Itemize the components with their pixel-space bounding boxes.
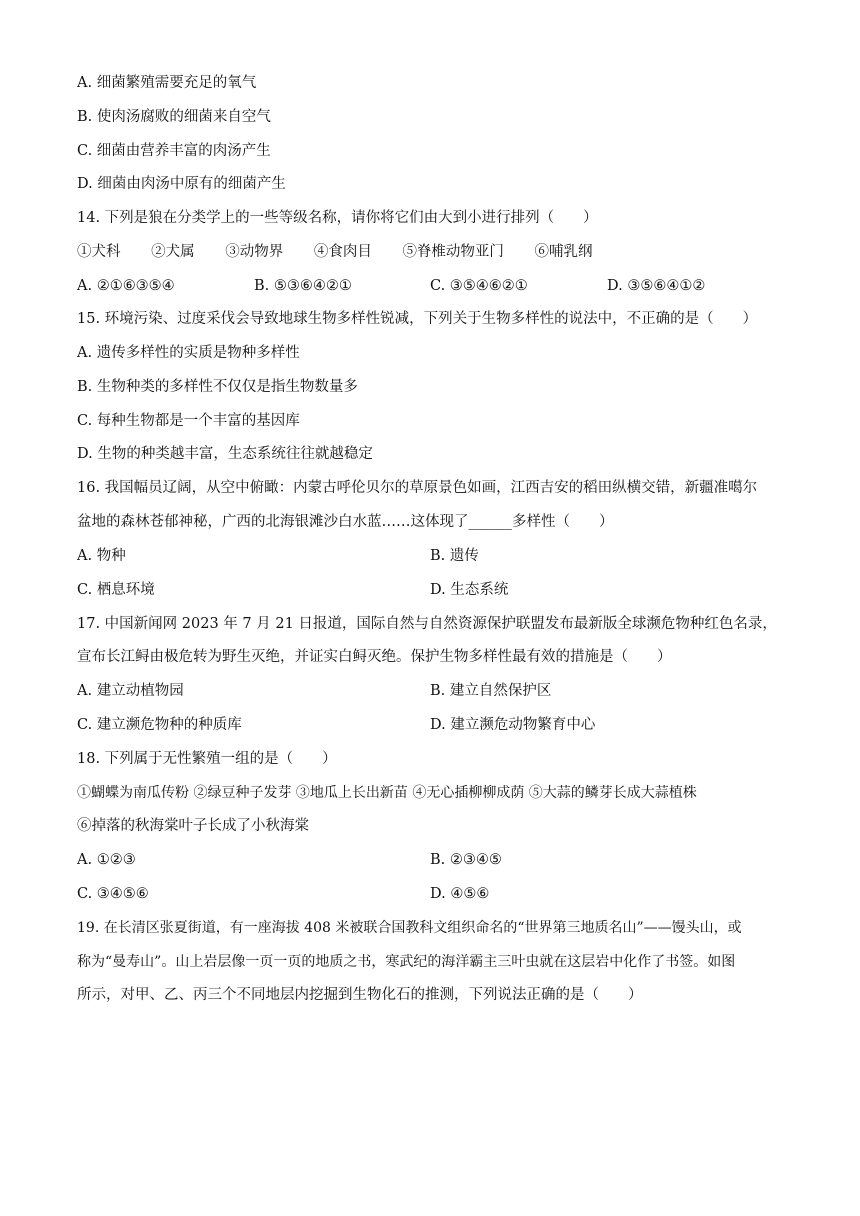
q17-option-a: A. 建立动植物园 <box>77 683 184 699</box>
q14-item: ④食肉目 <box>313 244 372 260</box>
q17-stem-line2: 宣布长江鲟由极危转为野生灭绝，并证实白鲟灭绝。保护生物多样性最有效的措施是（ ） <box>77 649 672 665</box>
q18-option-c: C. ③④⑤⑥ <box>77 886 149 902</box>
q19-stem-line3: 所示，对甲、乙、丙三个不同地层内挖掘到生物化石的推测，下列说法正确的是（ ） <box>77 987 643 1003</box>
q14-option-b: B. ⑤③⑥④②① <box>254 278 352 294</box>
q14-items <box>77 242 619 262</box>
q15-option-b: B. 生物种类的多样性不仅仅是指生物数量多 <box>77 379 358 395</box>
q14-item: ⑤脊椎动物亚门 <box>402 244 504 260</box>
q14-item: ①犬科 <box>77 244 121 260</box>
q19-stem-line1: 19. 在长清区张夏街道，有一座海拔 408 米被联合国教科文组织命名的“世界第三地质名山”——馒头山，或 <box>77 920 742 936</box>
q18-option-a: A. ①②③ <box>77 852 136 868</box>
q18-stem: 18. 下列属于无性繁殖一组的是（ ） <box>77 751 337 767</box>
q14-item: ⑥哺乳纲 <box>534 244 593 260</box>
q17-option-c: C. 建立濒危物种的种质库 <box>77 717 242 733</box>
q18-items-line1: ①蝴蝶为南瓜传粉 ②绿豆种子发芽 ③地瓜上长出新苗 ④无心插柳柳成荫 ⑤大蒜的鳞芽长成大蒜植株 <box>77 785 697 801</box>
q14-option-a: A. ②①⑥③⑤④ <box>77 278 175 294</box>
q15-option-a: A. 遗传多样性的实质是物种多样性 <box>77 345 300 361</box>
q15-option-d: D. 生物的种类越丰富，生态系统往往就越稳定 <box>77 446 373 462</box>
q19-stem-line2: 称为“曼寿山”。山上岩层像一页一页的地质之书，寒武纪的海洋霸主三叶虫就在这层岩中化作了书签。如图 <box>77 954 736 970</box>
q17-option-d: D. 建立濒危动物繁育中心 <box>430 717 596 733</box>
q15-option-c: C. 每种生物都是一个丰富的基因库 <box>77 413 300 429</box>
q13-option-d: D. 细菌由肉汤中原有的细菌产生 <box>77 176 286 192</box>
q16-option-c: C. 栖息环境 <box>77 582 155 598</box>
q16-option-b: B. 遗传 <box>430 548 479 564</box>
q18-option-d: D. ④⑤⑥ <box>430 886 490 902</box>
q14-item: ②犬属 <box>151 244 195 260</box>
q14-stem: 14. 下列是狼在分类学上的一些等级名称，请你将它们由大到小进行排列（ ） <box>77 210 598 226</box>
q16-stem-line2: 盆地的森林苍郁神秘，广西的北海银滩沙白水蓝……这体现了______多样性（ ） <box>77 514 614 530</box>
q15-stem: 15. 环境污染、过度采伐会导致地球生物多样性锐减，下列关于生物多样性的说法中，不正确的是（ ） <box>77 311 758 327</box>
q16-option-d: D. 生态系统 <box>430 582 509 598</box>
q14-option-c: C. ③⑤④⑥②① <box>430 278 528 294</box>
q18-items-line2: ⑥掉落的秋海棠叶子长成了小秋海棠 <box>77 818 309 834</box>
q13-option-c: C. 细菌由营养丰富的肉汤产生 <box>77 143 271 159</box>
q13-option-b: B. 使肉汤腐败的细菌来自空气 <box>77 109 271 125</box>
q14-option-d: D. ③⑤⑥④①② <box>607 278 706 294</box>
q17-stem-line1: 17. 中国新闻网 2023 年 7 月 21 日报道，国际自然与自然资源保护联盟发布最新版全球濒危物种红色名录， <box>77 616 777 632</box>
q14-item: ③动物界 <box>225 244 284 260</box>
q16-stem-line1: 16. 我国幅员辽阔，从空中俯瞰：内蒙古呼伦贝尔的草原景色如画，江西吉安的稻田纵横交错，新疆准噶尔 <box>77 480 758 496</box>
q17-option-b: B. 建立自然保护区 <box>430 683 552 699</box>
q16-option-a: A. 物种 <box>77 548 126 564</box>
q18-option-b: B. ②③④⑤ <box>430 852 502 868</box>
q13-option-a: A. 细菌繁殖需要充足的氧气 <box>77 75 257 91</box>
